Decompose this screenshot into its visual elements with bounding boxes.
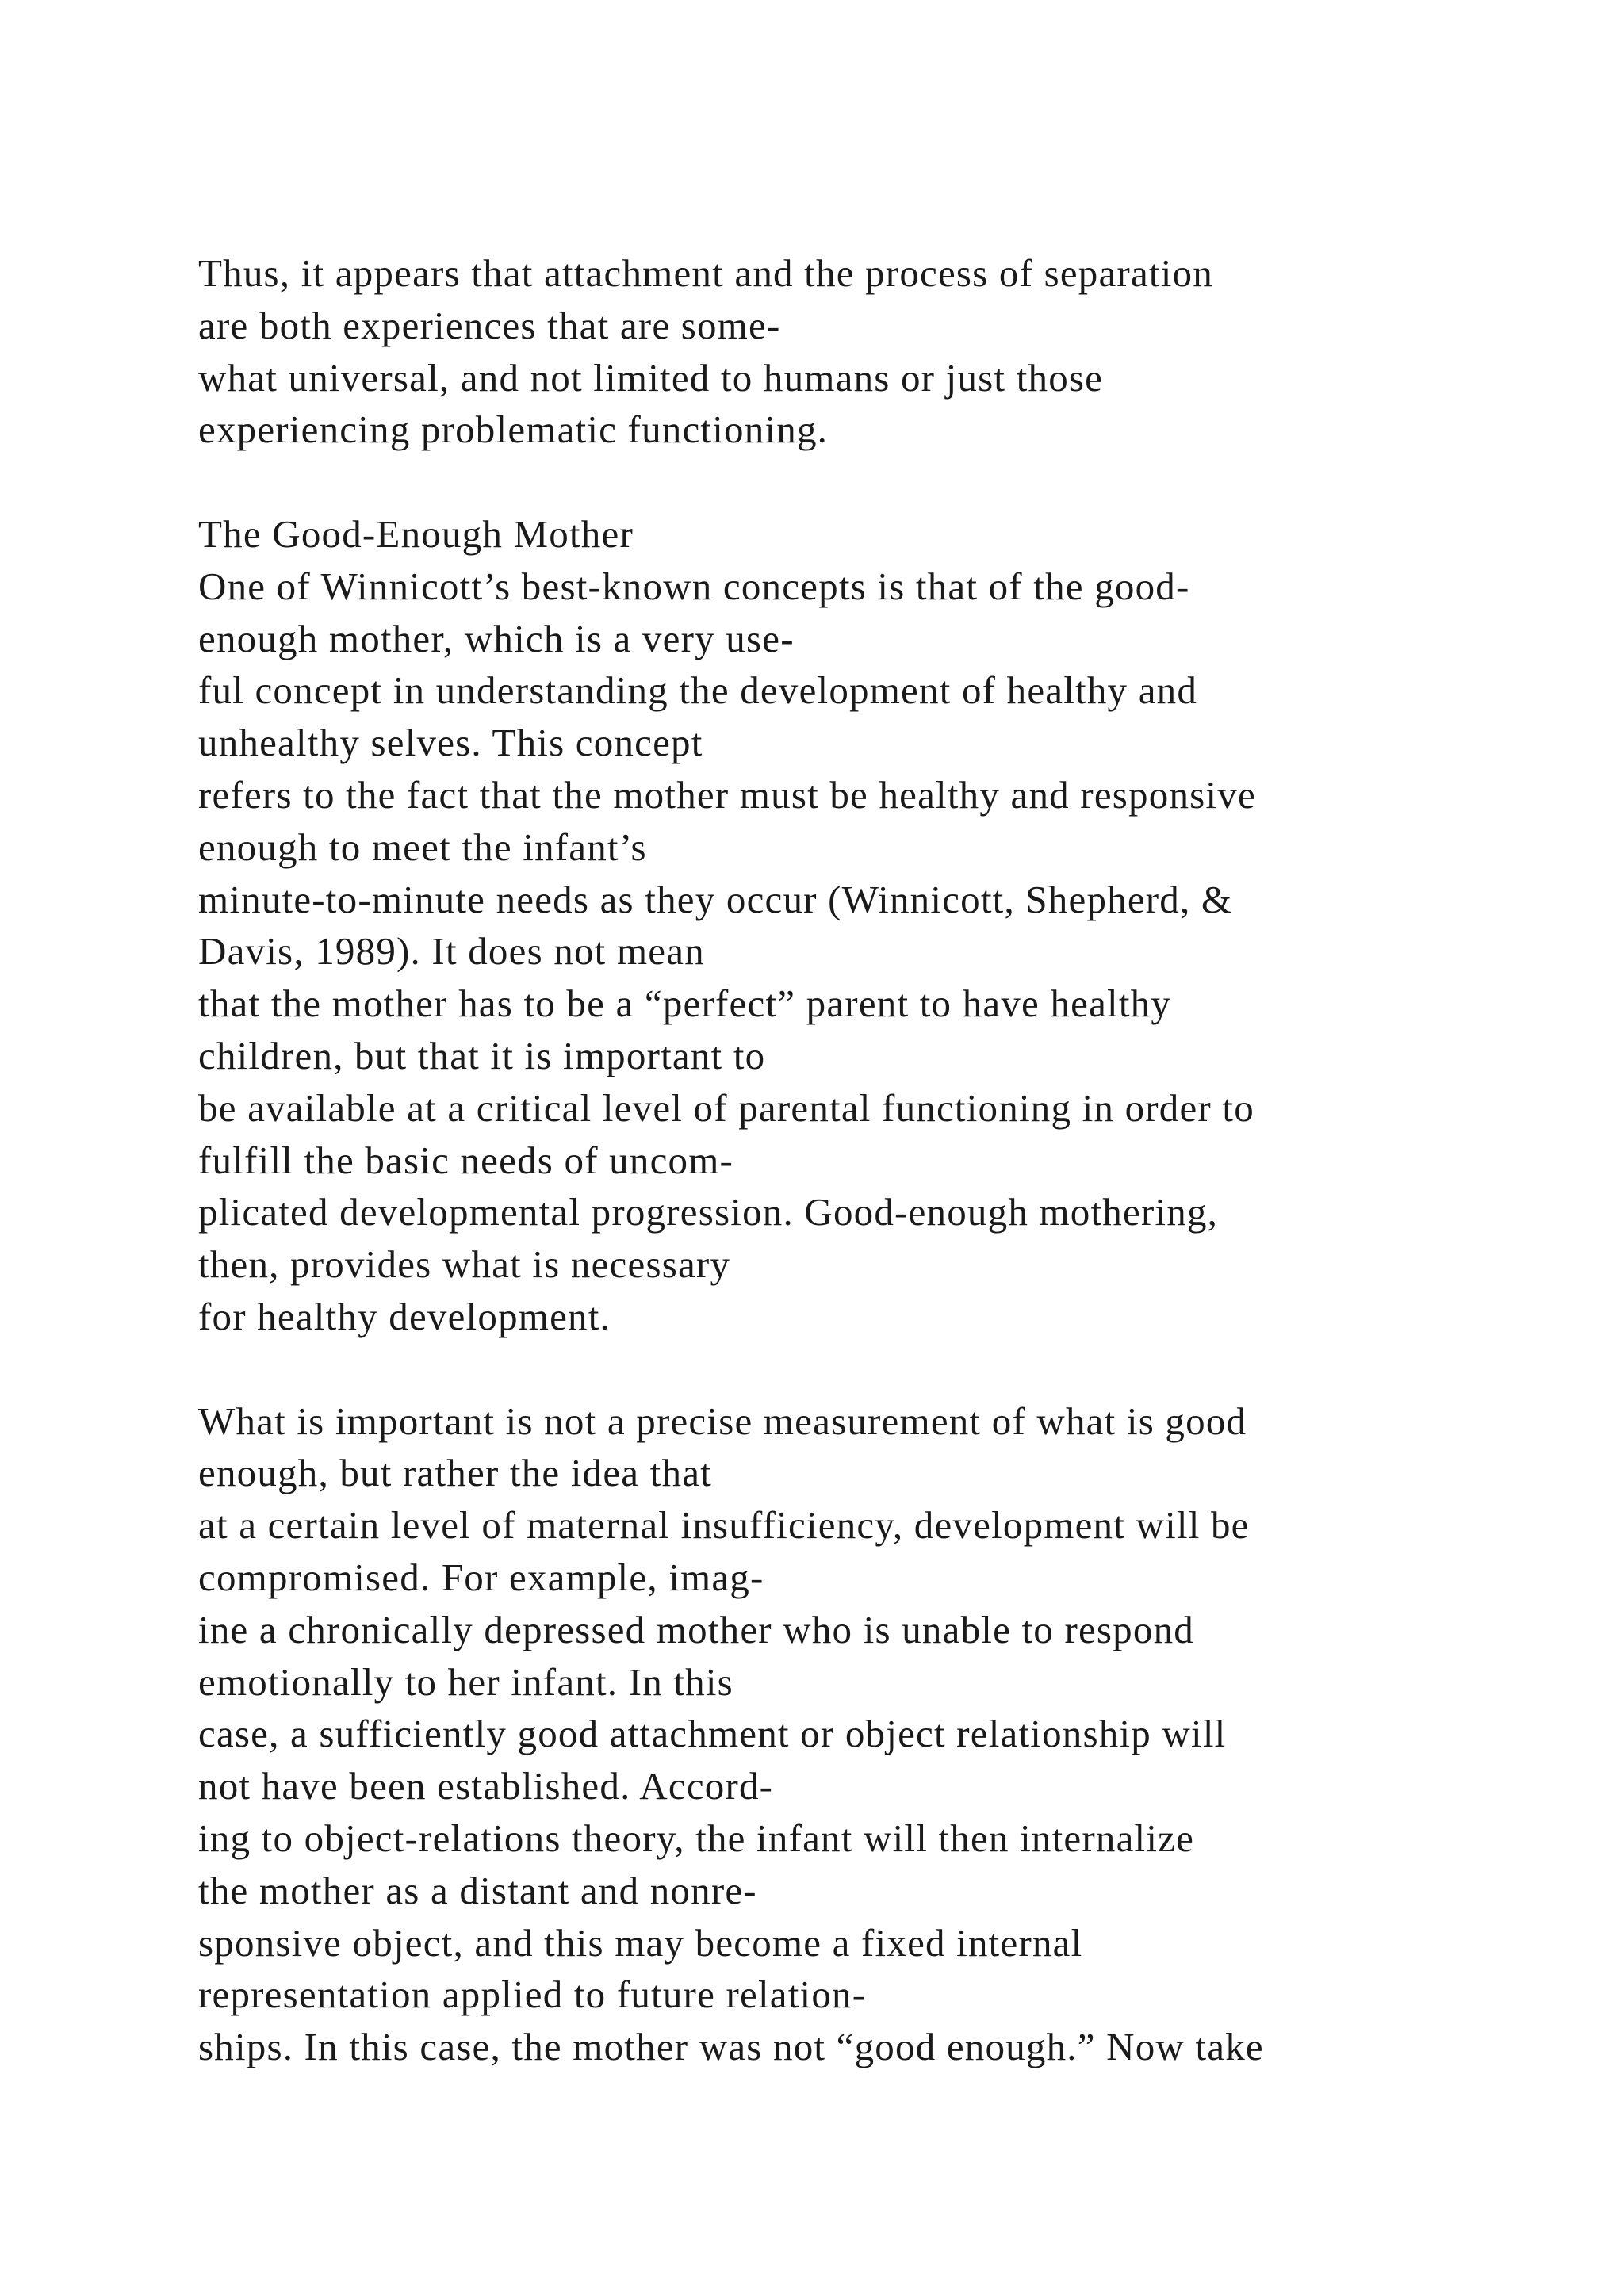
text-line: compromised. For example, imag- [198, 1555, 764, 1599]
text-line: ships. In this case, the mother was not “good enough.” Now take [198, 2025, 1264, 2069]
text-line: enough, but rather the idea that [198, 1451, 712, 1495]
text-line: ing to object-relations theory, the infant will then internalize [198, 1816, 1195, 1860]
text-line: be available at a critical level of parental functioning in order to [198, 1085, 1254, 1130]
text-line: children, but that it is important to [198, 1033, 766, 1077]
paragraph-maternal-insufficiency [198, 1395, 1546, 2073]
paragraph-attachment-separation [198, 247, 1546, 456]
text-line: at a certain level of maternal insufficiency, development will be [198, 1503, 1250, 1548]
text-line: ful concept in understanding the development of healthy and [198, 668, 1198, 713]
text-line: that the mother has to be a “perfect” parent to have healthy [198, 982, 1172, 1026]
text-line: refers to the fact that the mother must be healthy and responsive [198, 772, 1256, 817]
text-line: unhealthy selves. This concept [198, 721, 703, 765]
paragraph-good-enough-mother [198, 508, 1546, 1343]
text-line: fulfill the basic needs of uncom- [198, 1138, 734, 1182]
text-line: emotionally to her infant. In this [198, 1659, 733, 1704]
text-line: for healthy development. [198, 1294, 611, 1338]
text-line: Thus, it appears that attachment and the process of separation [198, 251, 1213, 295]
document-body [198, 247, 1546, 2073]
text-line: then, provides what is necessary [198, 1242, 731, 1287]
text-line: what universal, and not limited to humans or just those [198, 355, 1104, 400]
text-line: representation applied to future relation- [198, 1973, 867, 2017]
text-line: case, a sufficiently good attachment or object relationship will [198, 1712, 1227, 1756]
text-line: not have been established. Accord- [198, 1764, 774, 1808]
section-heading: The Good-Enough Mother [198, 511, 634, 556]
text-line: are both experiences that are some- [198, 303, 781, 347]
text-line: One of Winnicott’s best-known concepts is that of the good- [198, 564, 1190, 608]
text-line: ine a chronically depressed mother who is unable to respond [198, 1607, 1194, 1651]
text-line: plicated developmental progression. Good-enough mothering, [198, 1190, 1219, 1234]
text-line: sponsive object, and this may become a fixed internal [198, 1920, 1083, 1965]
text-line: Davis, 1989). It does not mean [198, 929, 705, 974]
text-line: enough to meet the infant’s [198, 825, 647, 869]
text-line: minute-to-minute needs as they occur (Winnicott, Shepherd, & [198, 877, 1233, 921]
text-line: What is important is not a precise measurement of what is good [198, 1399, 1247, 1443]
text-line: enough mother, which is a very use- [198, 616, 795, 660]
text-line: experiencing problematic functioning. [198, 408, 829, 452]
text-line: the mother as a distant and nonre- [198, 1868, 757, 1912]
